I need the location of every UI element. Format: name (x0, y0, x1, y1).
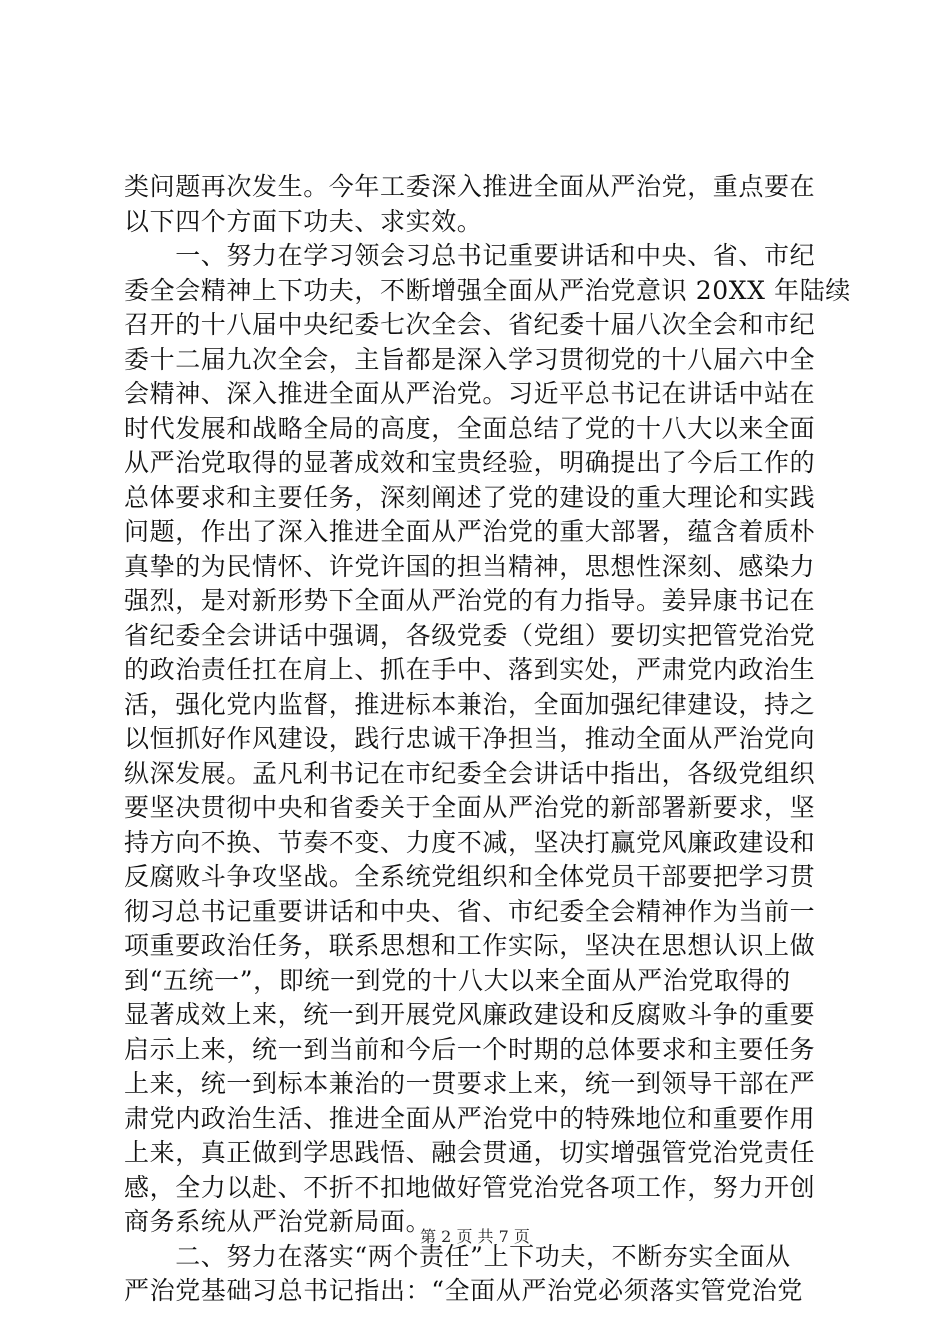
text-line: 纵深发展。孟凡利书记在市纪委全会讲话中指出，各级党组织 (124, 758, 816, 788)
text-line: 到“五统一”，即统一到党的十八大以来全面从严治党取得的 (124, 965, 791, 995)
text-line: 一、努力在学习领会习总书记重要讲话和中央、省、市纪 (124, 241, 816, 270)
text-line: 活，强化党内监督，推进标本兼治，全面加强纪律建设，持之 (124, 689, 816, 719)
text-line: 问题，作出了深入推进全面从严治党的重大部署，蕴含着质朴 (124, 517, 816, 546)
text-line: 严治党基础习总书记指出：“全面从严治党必须落实管党治党 (124, 1276, 803, 1305)
text-line: 以下四个方面下功夫、求实效。 (124, 206, 483, 236)
text-line: 显著成效上来，统一到开展党风廉政建设和反腐败斗争的重要 (124, 1000, 816, 1029)
text-line: 真挚的为民情怀、许党许国的担当精神，思想性深刻、感染力 (124, 551, 816, 581)
text-line: 委十二届九次全会，主旨都是深入学习贯彻党的十八届六中全 (124, 344, 816, 374)
text-line: 会精神、深入推进全面从严治党。习近平总书记在讲话中站在 (124, 379, 816, 408)
text-line: 二、努力在落实“两个责任”上下功夫，不断夯实全面从 (124, 1241, 791, 1271)
text-line: 彻习总书记重要讲话和中央、省、市纪委全会精神作为当前一 (124, 896, 816, 926)
text-line: 反腐败斗争攻坚战。全系统党组织和全体党员干部要把学习贯 (124, 862, 816, 891)
text-line: 启示上来，统一到当前和今后一个时期的总体要求和主要任务 (124, 1034, 816, 1064)
document-body (124, 170, 851, 1309)
text-line: 项重要政治任务，联系思想和工作实际，坚决在思想认识上做 (124, 931, 816, 960)
text-line: 上来，统一到标本兼治的一贯要求上来，统一到领导干部在严 (124, 1069, 816, 1098)
text-line: 商务系统从严治党新局面。 (124, 1207, 432, 1236)
text-line: 召开的十八届中央纪委七次全会、省纪委十届八次全会和市纪 (124, 310, 816, 339)
text-line: 总体要求和主要任务，深刻阐述了党的建设的重大理论和实践 (124, 482, 816, 512)
page-number-label: 第 2 页 共 7 页 (420, 1227, 530, 1246)
text-line: 强烈，是对新形势下全面从严治党的有力指导。姜异康书记在 (124, 586, 816, 615)
text-line: 上来，真正做到学思践悟、融会贯通，切实增强管党治党责任 (124, 1138, 816, 1167)
text-line: 时代发展和战略全局的高度，全面总结了党的十八大以来全面 (124, 413, 816, 443)
text-line: 从严治党取得的显著成效和宝贵经验，明确提出了今后工作的 (124, 448, 816, 477)
page-footer (0, 1226, 950, 1248)
text-line: 的政治责任扛在肩上、抓在手中、落到实处，严肃党内政治生 (124, 655, 816, 684)
text-line: 省纪委全会讲话中强调，各级党委（党组）要切实把管党治党 (124, 620, 816, 650)
text-line: 持方向不换、节奏不变、力度不减，坚决打赢党风廉政建设和 (124, 827, 816, 857)
text-line: 要坚决贯彻中央和省委关于全面从严治党的新部署新要求，坚 (124, 793, 816, 822)
text-line: 肃党内政治生活、推进全面从严治党中的特殊地位和重要作用 (124, 1103, 816, 1133)
text-line: 类问题再次发生。今年工委深入推进全面从严治党，重点要在 (124, 172, 816, 201)
text-line: 以恒抓好作风建设，践行忠诚干净担当，推动全面从严治党向 (124, 724, 816, 753)
text-line: 感，全力以赴、不折不扣地做好管党治党各项工作，努力开创 (124, 1172, 816, 1202)
text-line: 委全会精神上下功夫，不断增强全面从严治党意识 20XX 年陆续 (124, 275, 851, 305)
